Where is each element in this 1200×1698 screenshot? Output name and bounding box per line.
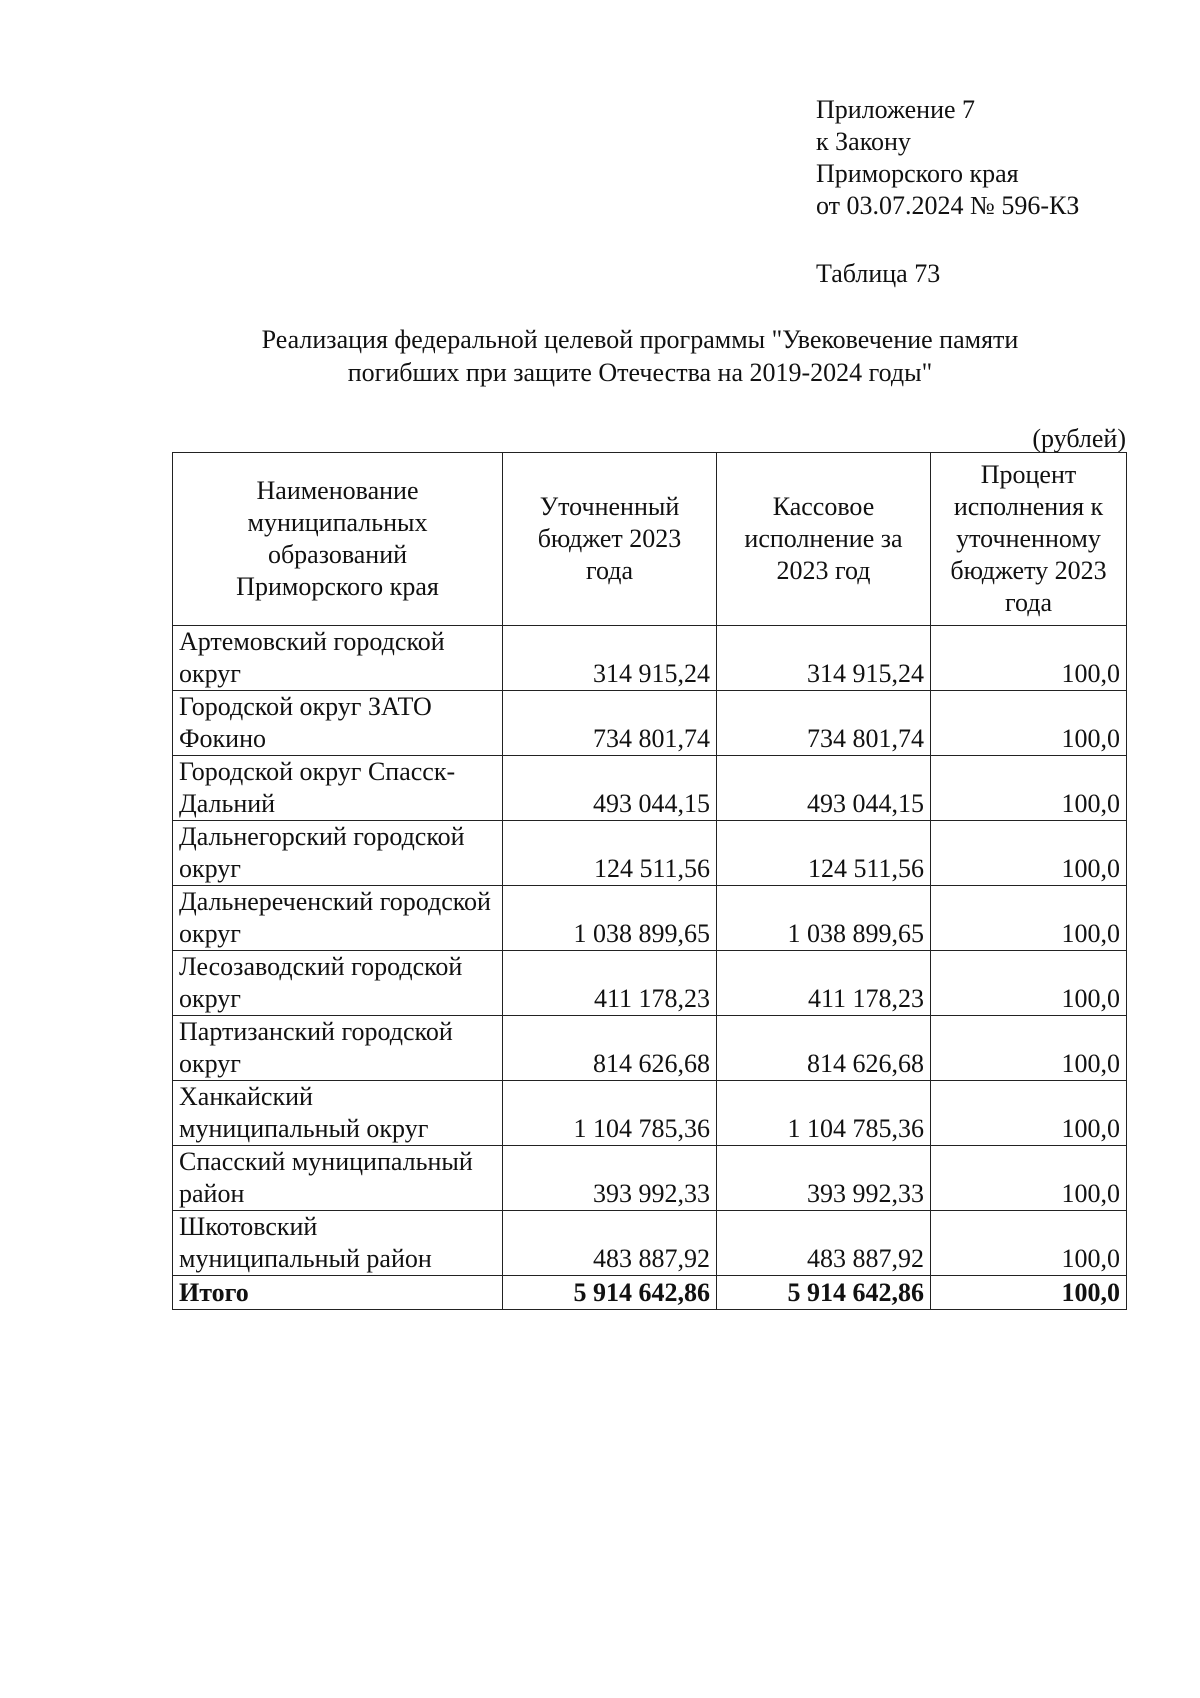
row-budget: 814 626,68 <box>503 1016 717 1081</box>
row-budget: 124 511,56 <box>503 821 717 886</box>
table-row <box>173 1146 1127 1211</box>
table-row <box>173 886 1127 951</box>
total-label: Итого <box>173 1276 503 1310</box>
row-name: Партизанский городской округ <box>173 1016 503 1081</box>
title-line: погибших при защите Отечества на 2019-2024 годы" <box>347 358 933 387</box>
title-line: Реализация федеральной целевой программы "Увековечение памяти <box>261 325 1019 354</box>
row-executed: 483 887,92 <box>717 1211 931 1276</box>
row-executed: 814 626,68 <box>717 1016 931 1081</box>
row-executed: 1 104 785,36 <box>717 1081 931 1146</box>
row-percent: 100,0 <box>931 626 1127 691</box>
row-percent: 100,0 <box>931 1016 1127 1081</box>
row-executed: 1 038 899,65 <box>717 886 931 951</box>
units-label: (рублей) <box>1032 424 1126 453</box>
table-number: Таблица 73 <box>816 259 941 288</box>
total-row <box>173 1276 1127 1310</box>
row-percent: 100,0 <box>931 756 1127 821</box>
row-name: Городской округ ЗАТО Фокино <box>173 691 503 756</box>
row-name: Лесозаводский городской округ <box>173 951 503 1016</box>
table-row <box>173 626 1127 691</box>
row-name: Спасский муниципальный район <box>173 1146 503 1211</box>
appendix-line: от 03.07.2024 № 596-КЗ <box>816 191 1080 220</box>
column-header-name: Наименование муниципальных образований Приморского края <box>173 453 503 626</box>
column-header-budget: Уточненный бюджет 2023 года <box>503 453 717 626</box>
row-executed: 393 992,33 <box>717 1146 931 1211</box>
document-title <box>170 323 1110 389</box>
row-name: Дальнереченский городской округ <box>173 886 503 951</box>
column-header-executed: Кассовое исполнение за 2023 год <box>717 453 931 626</box>
row-budget: 734 801,74 <box>503 691 717 756</box>
column-header-percent: Процент исполнения к уточненному бюджету 2023 года <box>931 453 1127 626</box>
appendix-line: Приложение 7 <box>816 95 976 124</box>
total-percent: 100,0 <box>931 1276 1127 1310</box>
row-percent: 100,0 <box>931 1081 1127 1146</box>
row-budget: 1 104 785,36 <box>503 1081 717 1146</box>
table-header-row <box>173 453 1127 626</box>
row-budget: 393 992,33 <box>503 1146 717 1211</box>
row-executed: 314 915,24 <box>717 626 931 691</box>
row-percent: 100,0 <box>931 1211 1127 1276</box>
row-executed: 734 801,74 <box>717 691 931 756</box>
table-row <box>173 1081 1127 1146</box>
row-executed: 493 044,15 <box>717 756 931 821</box>
row-name: Артемовский городской округ <box>173 626 503 691</box>
row-percent: 100,0 <box>931 821 1127 886</box>
row-percent: 100,0 <box>931 886 1127 951</box>
table-row <box>173 1211 1127 1276</box>
table-row <box>173 821 1127 886</box>
row-name: Шкотовский муниципальный район <box>173 1211 503 1276</box>
row-percent: 100,0 <box>931 691 1127 756</box>
table-row <box>173 691 1127 756</box>
row-executed: 124 511,56 <box>717 821 931 886</box>
row-name: Ханкайский муниципальный округ <box>173 1081 503 1146</box>
row-budget: 1 038 899,65 <box>503 886 717 951</box>
total-budget: 5 914 642,86 <box>503 1276 717 1310</box>
row-budget: 314 915,24 <box>503 626 717 691</box>
table-row <box>173 1016 1127 1081</box>
row-name: Дальнегорский городской округ <box>173 821 503 886</box>
appendix-line: Приморского края <box>816 159 1019 188</box>
appendix-line: к Закону <box>816 127 911 156</box>
row-executed: 411 178,23 <box>717 951 931 1016</box>
row-percent: 100,0 <box>931 951 1127 1016</box>
budget-table <box>172 452 1127 1310</box>
appendix-header <box>816 94 1176 222</box>
row-budget: 483 887,92 <box>503 1211 717 1276</box>
row-budget: 493 044,15 <box>503 756 717 821</box>
table-row <box>173 951 1127 1016</box>
row-budget: 411 178,23 <box>503 951 717 1016</box>
table-row <box>173 756 1127 821</box>
total-executed: 5 914 642,86 <box>717 1276 931 1310</box>
row-percent: 100,0 <box>931 1146 1127 1211</box>
row-name: Городской округ Спасск-Дальний <box>173 756 503 821</box>
